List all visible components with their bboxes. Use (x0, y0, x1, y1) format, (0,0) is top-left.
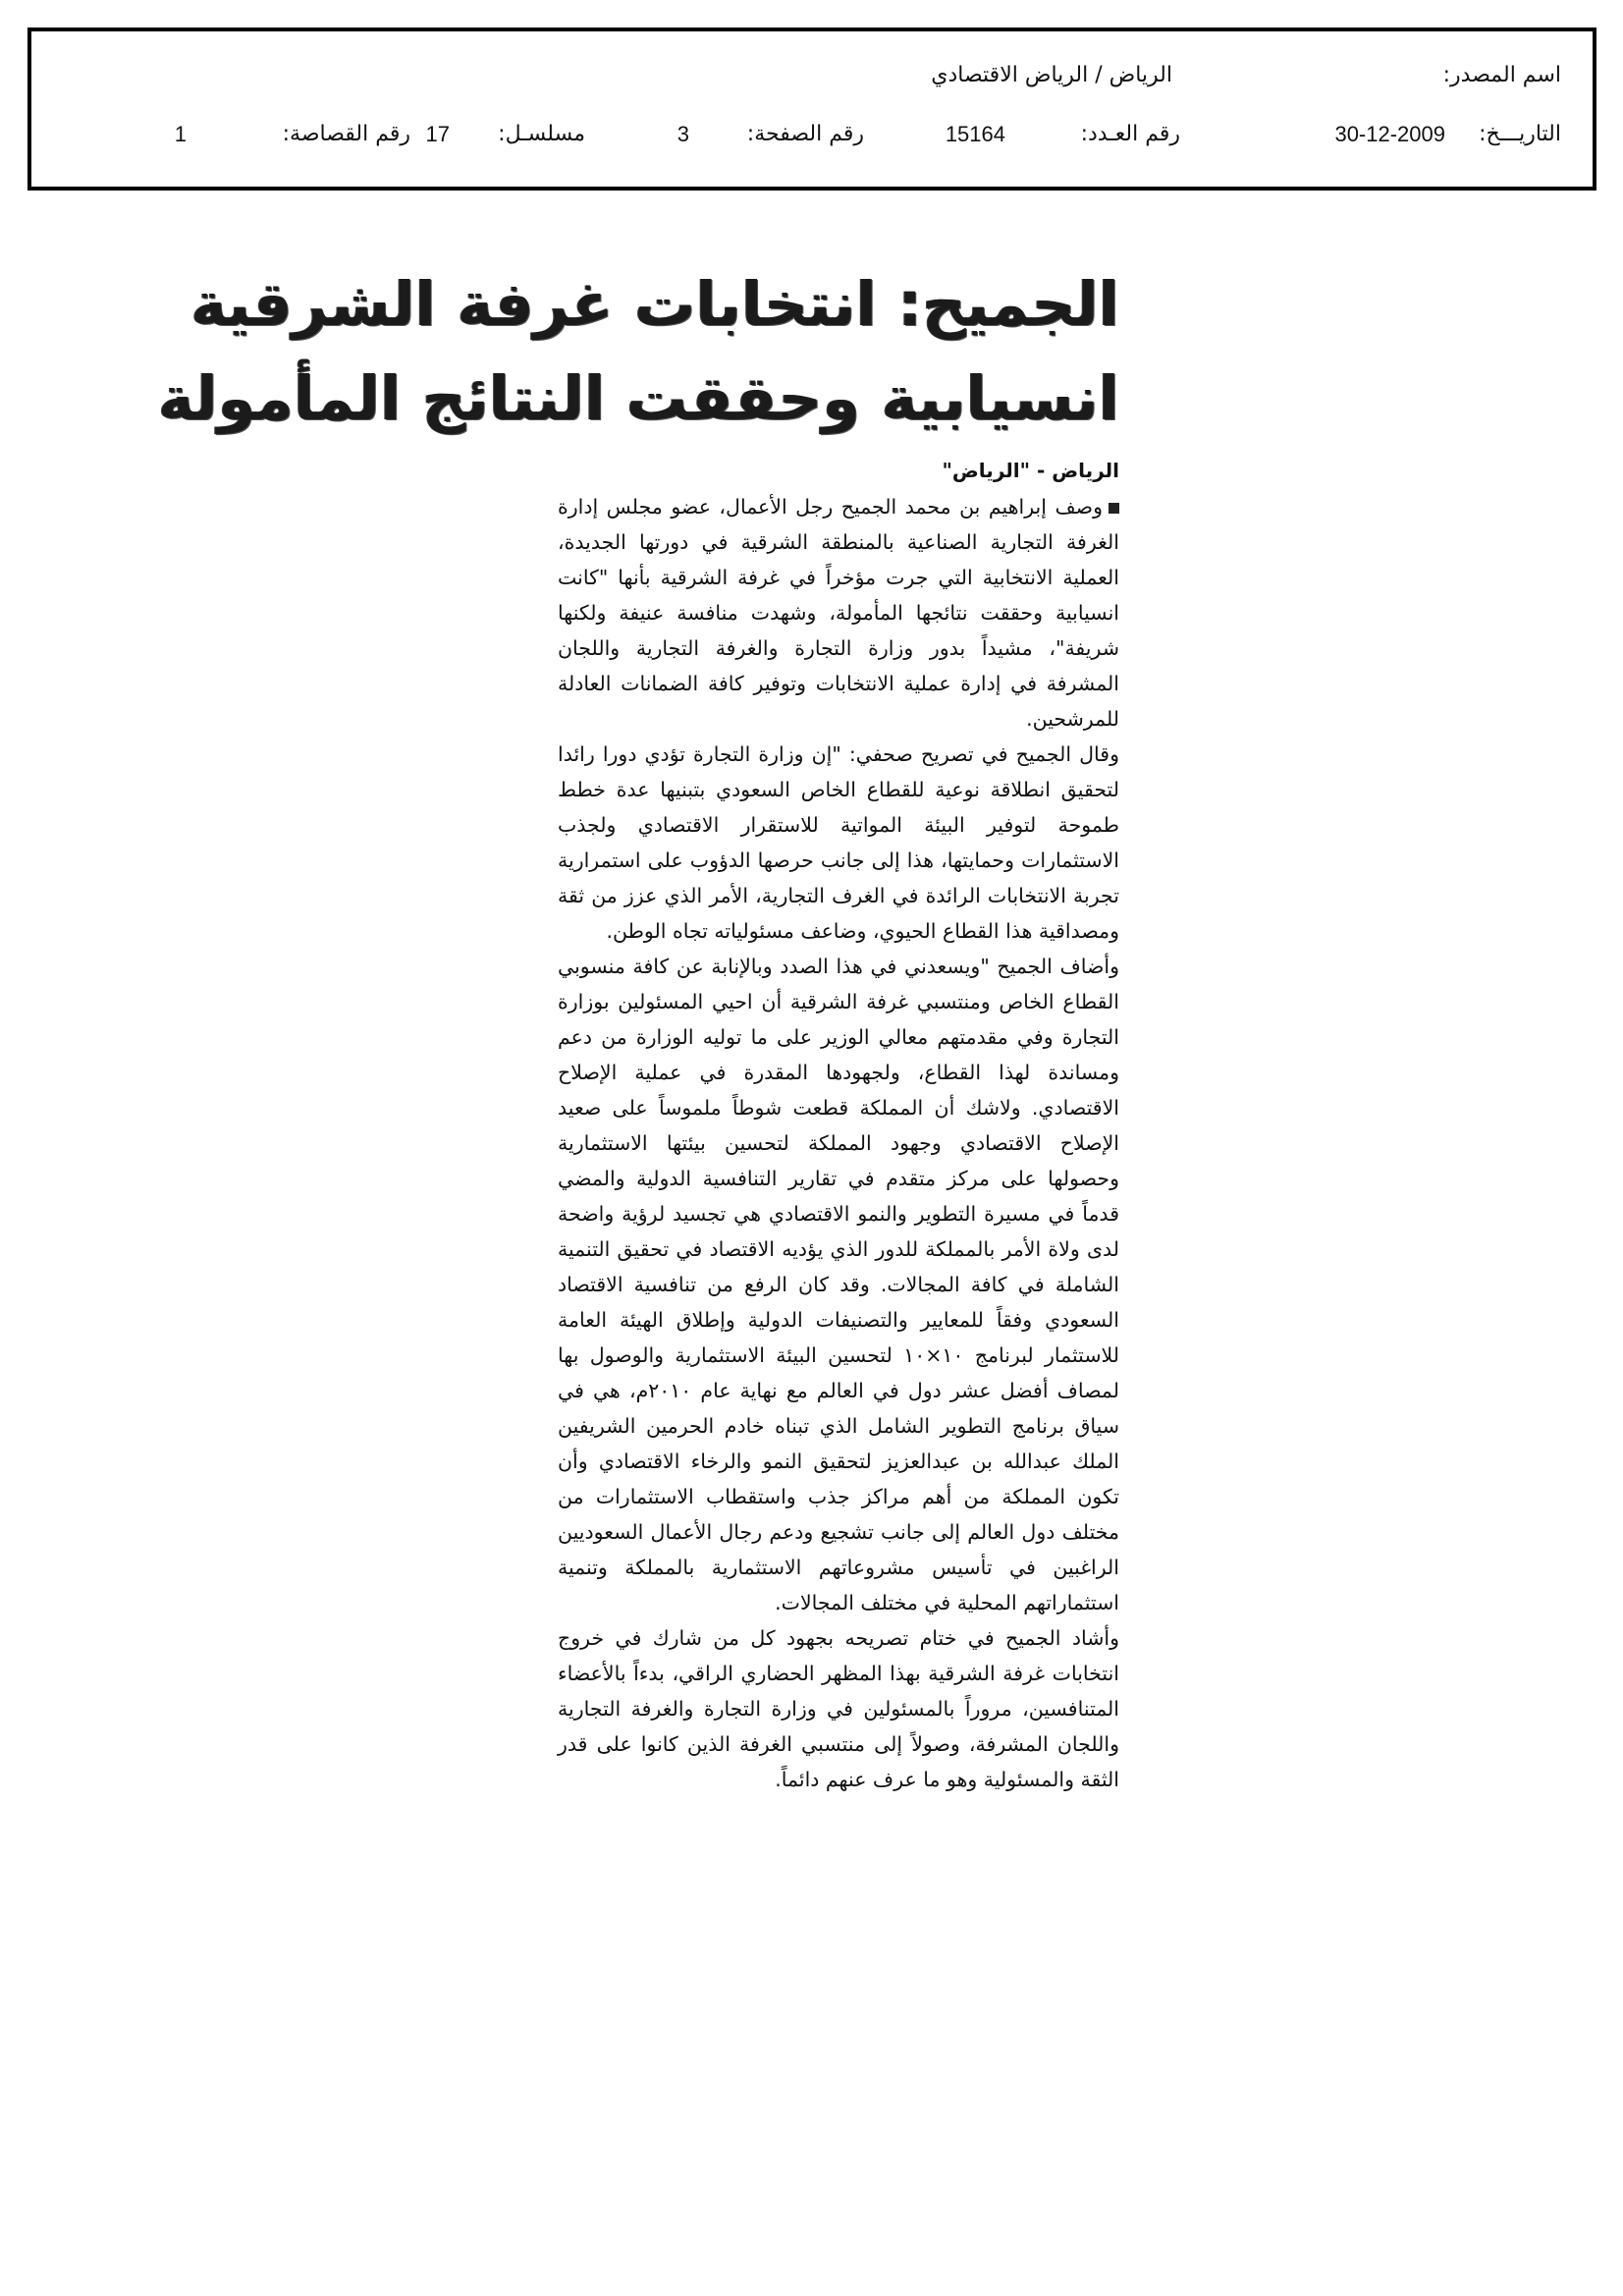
article-paragraph: وأضاف الجميح "ويسعدني في هذا الصدد وبالإنابة عن كافة منسوبي القطاع الخاص ومنتسبي غرفة الشرقية أن احيي المسئولين بوزارة التجارة وفي مقدمتهم معالي الوزير على ما توليه الوزارة من دعم ومساندة لهذا القطاع، ولجهودها المقدرة في عملية الإصلاح الاقتصادي. ولاشك أن المملكة قطعت شوطاً ملموساً على صعيد الإصلاح الاقتصادي وجهود المملكة لتحسين بيئتها الاستثمارية وحصولها على مركز متقدم في تقارير التنافسية الدولية والمضي قدماً في مسيرة التطوير والنمو الاقتصادي هي تجسيد لرؤية واضحة لدى ولاة الأمر بالمملكة للدور الذي يؤديه الاقتصاد في تحقيق التنمية الشاملة في كافة المجالات. وقد كان الرفع من تنافسية الاقتصاد السعودي وفقاً للمعايير والتصنيفات الدولية وإطلاق الهيئة العامة للاستثمار لبرنامج ١٠×١٠ لتحسين البيئة الاستثمارية والوصول بها لمصاف أفضل عشر دول في العالم مع نهاية عام ٢٠١٠م، هي في سياق برنامج التطوير الشامل الذي تبناه خادم الحرمين الشريفين الملك عبدالله بن عبدالعزيز لتحقيق النمو والرخاء الاقتصادي وأن تكون المملكة من أهم مراكز جذب واستقطاب الاستثمارات من مختلف دول العالم إلى جانب تشجيع ودعم رجال الأعمال السعوديين الراغبين في تأسيس مشروعاتهم الاستثمارية بالمملكة وتنمية استثماراتهم المحلية في مختلف المجالات. (558, 955, 1120, 1614)
clipping-value: 1 (174, 122, 187, 146)
clipping-label: رقم القصاصة: (282, 122, 410, 146)
source-label: اسم المصدر: (1442, 63, 1561, 87)
serial-value: 17 (425, 122, 450, 146)
headline-line-1: الجميح: انتخابات غرفة الشرقية (190, 268, 1119, 340)
square-bullet-icon (1109, 503, 1119, 514)
date-value: 30-12-2009 (1334, 122, 1445, 146)
issue-label: رقم العـدد: (1080, 122, 1180, 146)
paragraph-text: وصف إبراهيم بن محمد الجميح رجل الأعمال، عضو مجلس إدارة الغرفة التجارية الصناعية بالمنطقة الشرقية في دورتها الجديدة، العملية الانتخابية التي جرت مؤخراً في غرفة الشرقية بأنها "كانت انسيابية وحققت نتائجها المأمولة، وشهدت منافسة عنيفة ولكنها شريفة"، مشيداً بدور وزارة التجارة والغرفة التجارية واللجان المشرفة في إدارة عملية الانتخابات وتوفير كافة الضمانات العادلة للمرشحين. (558, 495, 1119, 731)
headline-line-2: انسيابية وحققت النتائج المأمولة (157, 362, 1119, 434)
clipping-metadata-box (27, 27, 1596, 191)
serial-label: مسلسـل: (498, 122, 585, 146)
issue-value: 15164 (945, 122, 1005, 146)
article-paragraph (558, 489, 1119, 737)
date-label: التاريـــخ: (1479, 122, 1561, 146)
article-paragraph: وأشاد الجميح في ختام تصريحه بجهود كل من شارك في خروج انتخابات غرفة الشرقية بهذا المظهر الحضاري الراقي، بدءاً بالأعضاء المتنافسين، مروراً بالمسئولين في وزارة التجارة والغرفة التجارية واللجان المشرفة، وصولاً إلى منتسبي الغرفة الذين كانوا على قدر الثقة والمسئولية وهو ما عرف عنهم دائماً. (558, 1626, 1119, 1791)
article-paragraph: وقال الجميح في تصريح صحفي: "إن وزارة التجارة تؤدي دورا رائدا لتحقيق انطلاقة نوعية للقطاع الخاص السعودي بتبنيها عدة خطط طموحة لتوفير البيئة المواتية للاستقرار الاقتصادي ولجذب الاستثمارات وحمايتها، هذا إلى جانب حرصها الدؤوب على استمرارية تجربة الانتخابات الرائدة في الغرف التجارية، الأمر الذي عزز من ثقة ومصداقية هذا القطاع الحيوي، وضاعف مسئولياته تجاه الوطن. (558, 742, 1119, 943)
news-article (157, 257, 1120, 2270)
page-value: 3 (676, 122, 689, 146)
article-body (558, 489, 1119, 1797)
article-headline (157, 257, 1119, 446)
source-value: الرياض / الرياض الاقتصادي (931, 63, 1172, 87)
article-dateline: الرياض - "الرياض" (942, 459, 1119, 482)
page-label: رقم الصفحة: (746, 122, 864, 146)
